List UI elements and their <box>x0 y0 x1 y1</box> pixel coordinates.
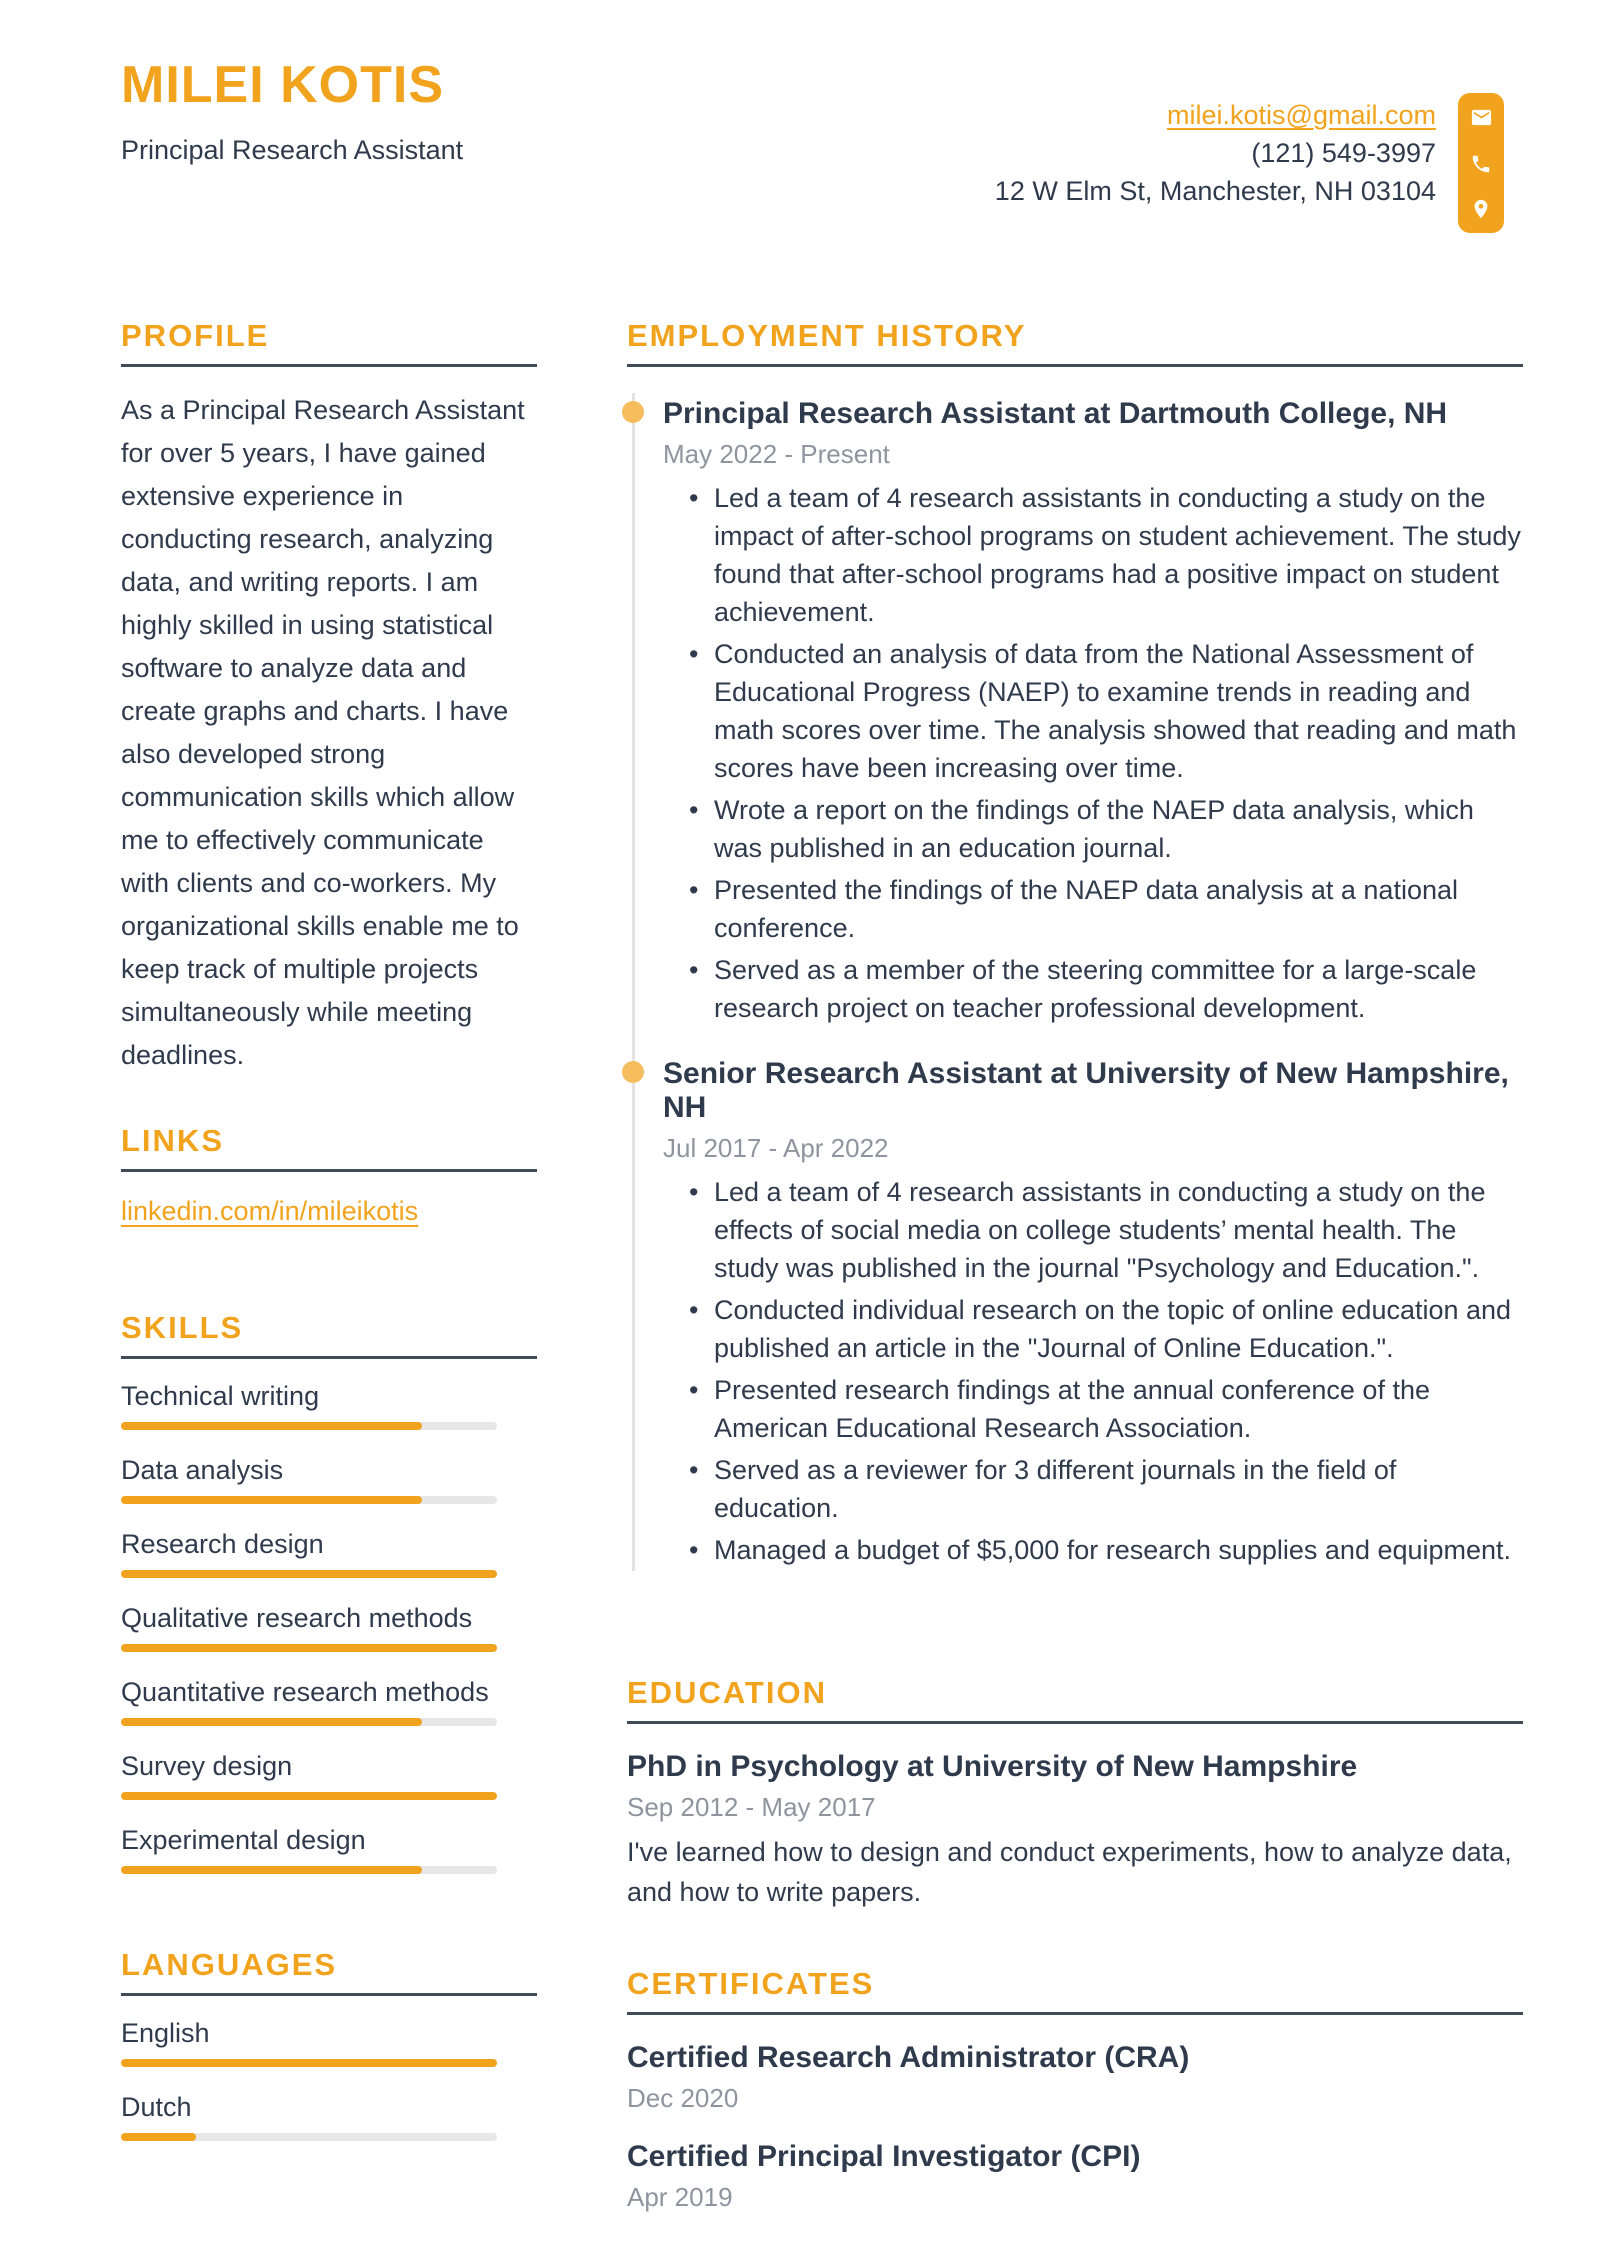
job-bullets <box>663 479 1523 1027</box>
skills-list <box>121 1381 537 1874</box>
job-title: Principal Research Assistant at Dartmouth College, NH <box>663 397 1448 430</box>
job-title: Senior Research Assistant at University of New Hampshire, NH <box>663 1057 1509 1124</box>
skills-section <box>121 1312 537 1874</box>
skill-bar-fill <box>121 1644 497 1652</box>
employment-section <box>627 320 1523 1569</box>
contact-email-row <box>995 96 1436 134</box>
contact-phone: (121) 549-3997 <box>1251 138 1436 168</box>
languages-heading: LANGUAGES <box>121 1949 537 1996</box>
languages-list <box>121 2018 537 2141</box>
job-entry <box>663 397 1523 1027</box>
skill-item <box>121 1529 537 1578</box>
name-block <box>121 58 463 166</box>
skill-bar-fill <box>121 1422 422 1430</box>
job-entry <box>663 1057 1523 1569</box>
skill-item <box>121 1751 537 1800</box>
timeline-dot <box>622 401 644 423</box>
skill-label: Technical writing <box>121 1381 320 1411</box>
timeline-dot <box>622 1061 644 1083</box>
skill-bar-track <box>121 1718 497 1726</box>
bullet-item: • Served as a member of the steering committee for a large-scale research project on teacher professional development. <box>663 951 1523 1027</box>
bullet-item: • Wrote a report on the findings of the NAEP data analysis, which was published in an education journal. <box>663 791 1523 867</box>
skill-bar-track <box>121 1422 497 1430</box>
skill-label: Research design <box>121 1529 324 1559</box>
education-section <box>627 1677 1523 1912</box>
language-bar-track <box>121 2059 497 2067</box>
bullet-item: • Presented research findings at the annual conference of the American Educational Research Association. <box>663 1371 1523 1447</box>
education-description: I've learned how to design and conduct experiments, how to analyze data, and how to write papers. <box>627 1837 1512 1907</box>
certificates-section <box>627 1968 1523 2212</box>
links-heading: LINKS <box>121 1125 537 1172</box>
education-item <box>627 1750 1523 1912</box>
mail-icon <box>1470 106 1493 129</box>
right-column <box>627 320 1523 2239</box>
bullet-item: • Served as a reviewer for 3 different journals in the field of education. <box>663 1451 1523 1527</box>
profile-heading: PROFILE <box>121 320 537 367</box>
job-bullets <box>663 1173 1523 1569</box>
skill-label: Data analysis <box>121 1455 284 1485</box>
skill-label: Qualitative research methods <box>121 1603 473 1633</box>
certificate-dates: Dec 2020 <box>627 2083 739 2113</box>
skill-bar-fill <box>121 1718 422 1726</box>
links-section <box>121 1125 537 1227</box>
education-heading: EDUCATION <box>627 1677 1523 1724</box>
certificates-list <box>627 2041 1523 2212</box>
profile-text: As a Principal Research Assistant for over 5 years, I have gained extensive experience in conducting research, analyzing data, and writing reports. I am highly skilled in using statistical software to analyze data and create graphs and charts. I have also developed strong communication skills which allow me to effectively communicate with clients and co-workers. My organizational skills enable me to keep track of multiple projects simultaneously while meeting deadlines. <box>121 395 525 1070</box>
skills-heading: SKILLS <box>121 1312 537 1359</box>
skill-bar-track <box>121 1644 497 1652</box>
bullet-item: • Led a team of 4 research assistants in conducting a study on the effects of social media on college students’ mental health. The study was published in the journal "Psychology and Education.". <box>663 1173 1523 1287</box>
certificates-heading: CERTIFICATES <box>627 1968 1523 2015</box>
skill-item <box>121 1381 537 1430</box>
languages-section <box>121 1949 537 2141</box>
language-item <box>121 2018 537 2067</box>
skill-bar-fill <box>121 1866 422 1874</box>
education-dates: Sep 2012 - May 2017 <box>627 1792 876 1822</box>
language-bar-track <box>121 2133 497 2141</box>
certificate-dates: Apr 2019 <box>627 2182 733 2212</box>
job-dates: May 2022 - Present <box>663 439 890 469</box>
phone-icon <box>1470 153 1492 175</box>
employment-timeline <box>627 397 1523 1569</box>
language-bar-fill <box>121 2133 196 2141</box>
email-link[interactable]: milei.kotis@gmail.com <box>1167 100 1436 130</box>
education-list <box>627 1750 1523 1912</box>
bullet-item: • Conducted an analysis of data from the National Assessment of Educational Progress (NAEP) to examine trends in reading and math scores over time. The analysis showed that reading and math scores have been increasing over time. <box>663 635 1523 787</box>
location-icon <box>1470 198 1492 220</box>
skill-bar-track <box>121 1792 497 1800</box>
skill-label: Experimental design <box>121 1825 366 1855</box>
left-column <box>121 320 537 2166</box>
bullet-item: • Conducted individual research on the topic of online education and published an article in the "Journal of Online Education.". <box>663 1291 1523 1367</box>
bullet-item: • Presented the findings of the NAEP data analysis at a national conference. <box>663 871 1523 947</box>
skill-bar-fill <box>121 1792 497 1800</box>
skill-label: Quantitative research methods <box>121 1677 489 1707</box>
certificate-item <box>627 2041 1523 2113</box>
language-label: Dutch <box>121 2092 192 2122</box>
contact-address: 12 W Elm St, Manchester, NH 03104 <box>994 176 1436 206</box>
certificate-item <box>627 2140 1523 2212</box>
skill-label: Survey design <box>121 1751 293 1781</box>
certificate-title: Certified Research Administrator (CRA) <box>627 2041 1190 2074</box>
candidate-job-title: Principal Research Assistant <box>121 134 464 165</box>
skill-bar-track <box>121 1866 497 1874</box>
language-bar-fill <box>121 2059 497 2067</box>
bullet-item: • Managed a budget of $5,000 for research supplies and equipment. <box>663 1531 1523 1569</box>
profile-section <box>121 320 537 1077</box>
language-label: English <box>121 2018 210 2048</box>
certificate-title: Certified Principal Investigator (CPI) <box>627 2140 1141 2173</box>
skill-item <box>121 1603 537 1652</box>
bullet-item: • Led a team of 4 research assistants in conducting a study on the impact of after-school programs on student achievement. The study found that after-school programs had a positive impact on student achievement. <box>663 479 1523 631</box>
skill-bar-fill <box>121 1496 422 1504</box>
employment-heading: EMPLOYMENT HISTORY <box>627 320 1523 367</box>
contact-block <box>995 96 1436 210</box>
skill-bar-fill <box>121 1570 497 1578</box>
candidate-name: MILEI KOTIS <box>121 56 444 114</box>
skill-bar-track <box>121 1570 497 1578</box>
degree-title: PhD in Psychology at University of New Hampshire <box>627 1750 1358 1783</box>
skill-item <box>121 1455 537 1504</box>
skill-item <box>121 1825 537 1874</box>
language-item <box>121 2092 537 2141</box>
links-list <box>121 1172 537 1227</box>
linkedin-link[interactable]: linkedin.com/in/mileikotis <box>121 1196 419 1226</box>
skill-bar-track <box>121 1496 497 1504</box>
job-dates: Jul 2017 - Apr 2022 <box>663 1133 889 1163</box>
skill-item <box>121 1677 537 1726</box>
contact-icon-bar <box>1458 93 1504 233</box>
